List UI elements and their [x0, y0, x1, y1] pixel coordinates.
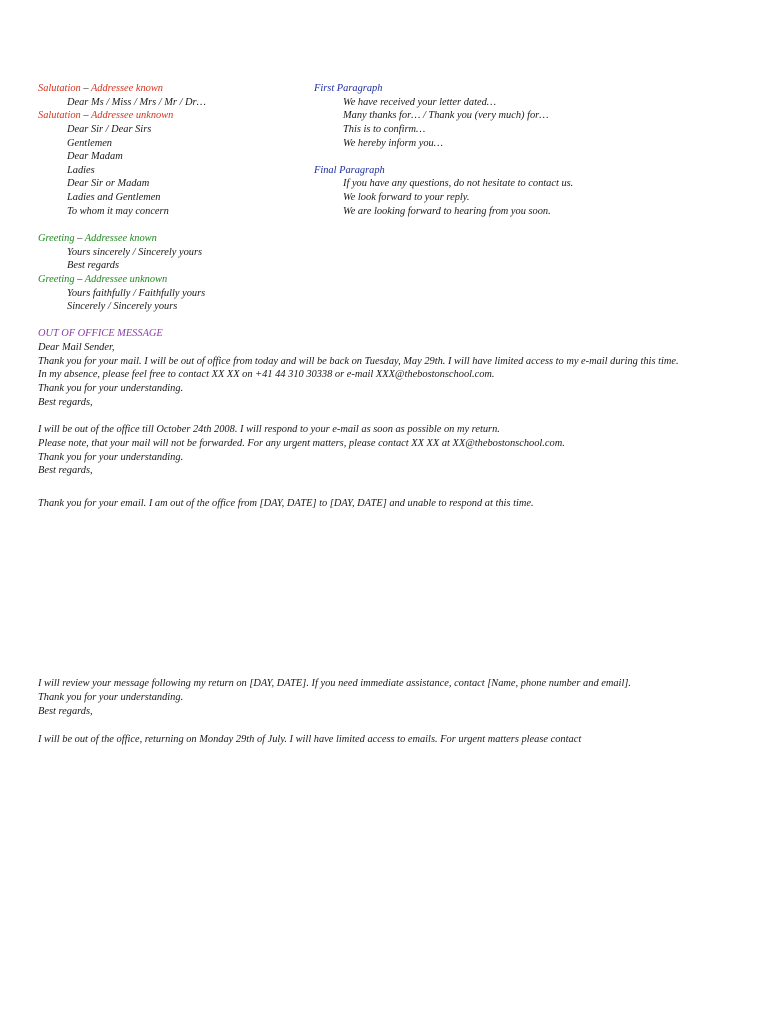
final-paragraph-heading: Final Paragraph: [314, 165, 385, 176]
list-item: We hereby inform you…: [343, 138, 443, 149]
list-item: We are looking forward to hearing from you soon.: [343, 206, 551, 217]
message-line: Dear Mail Sender,: [38, 342, 115, 353]
first-paragraph-heading: First Paragraph: [314, 83, 383, 94]
dash: –: [74, 274, 85, 285]
list-item: Many thanks for… / Thank you (very much) for…: [343, 110, 549, 121]
message-line: Best regards,: [38, 465, 93, 476]
out-of-office-heading: OUT OF OFFICE MESSAGE: [38, 328, 163, 339]
list-item: Ladies: [67, 165, 95, 176]
greeting-label: Greeting: [38, 233, 75, 244]
dash: –: [80, 83, 91, 94]
message-line: Thank you for your understanding.: [38, 383, 184, 394]
message-line: In my absence, please feel free to contact XX XX on +41 44 310 30338 or e-mail XXX@thebostonschool.com.: [38, 369, 495, 380]
addressee-unknown-label: Addressee unknown: [84, 274, 168, 285]
message-line: Thank you for your mail. I will be out of office from today and will be back on Tuesday, May 29th. I will have limited access to my e-mail during this time.: [38, 356, 679, 367]
message-line: Thank you for your email. I am out of the office from [DAY, DATE] to [DAY, DATE] and unable to respond at this time.: [38, 498, 534, 509]
salutation-known-heading: [38, 82, 163, 95]
list-item: Dear Madam: [67, 151, 123, 162]
list-item: Dear Sir or Madam: [67, 178, 150, 189]
list-item: If you have any questions, do not hesitate to contact us.: [343, 178, 574, 189]
message-line: Best regards,: [38, 397, 93, 408]
list-item: Dear Ms / Miss / Mrs / Mr / Dr…: [67, 97, 206, 108]
message-line: I will be out of the office till October 24th 2008. I will respond to your e-mail as soon as possible on my return.: [38, 424, 500, 435]
dash: –: [80, 110, 91, 121]
message-line: Please note, that your mail will not be forwarded. For any urgent matters, please contact XX XX at XX@thebostonschool.com.: [38, 438, 565, 449]
list-item: To whom it may concern: [67, 206, 169, 217]
salutation-label: Salutation: [38, 83, 81, 94]
list-item: Sincerely / Sincerely yours: [67, 301, 178, 312]
list-item: Dear Sir / Dear Sirs: [67, 124, 152, 135]
list-item: Best regards: [67, 260, 120, 271]
salutation-label: Salutation: [38, 110, 81, 121]
message-line: Thank you for your understanding.: [38, 452, 184, 463]
greeting-label: Greeting: [38, 274, 75, 285]
list-item: Ladies and Gentlemen: [67, 192, 161, 203]
list-item: We have received your letter dated…: [343, 97, 497, 108]
addressee-known-label: Addressee known: [84, 233, 157, 244]
message-line: I will review your message following my return on [DAY, DATE]. If you need immediate assistance, contact [Name, phone number and email].: [38, 678, 631, 689]
list-item: This is to confirm…: [343, 124, 426, 135]
message-line: Thank you for your understanding.: [38, 692, 184, 703]
greeting-unknown-heading: [38, 273, 167, 286]
list-item: Yours faithfully / Faithfully yours: [67, 288, 206, 299]
list-item: Yours sincerely / Sincerely yours: [67, 247, 203, 258]
list-item: Gentlemen: [67, 138, 113, 149]
dash: –: [74, 233, 85, 244]
greeting-known-heading: [38, 232, 157, 245]
salutation-unknown-heading: [38, 109, 173, 122]
addressee-unknown-label: Addressee unknown: [90, 110, 174, 121]
message-line: I will be out of the office, returning on Monday 29th of July. I will have limited access to emails. For urgent matters please contact: [38, 734, 582, 745]
message-line: Best regards,: [38, 706, 93, 717]
list-item: We look forward to your reply.: [343, 192, 470, 203]
addressee-known-label: Addressee known: [90, 83, 163, 94]
